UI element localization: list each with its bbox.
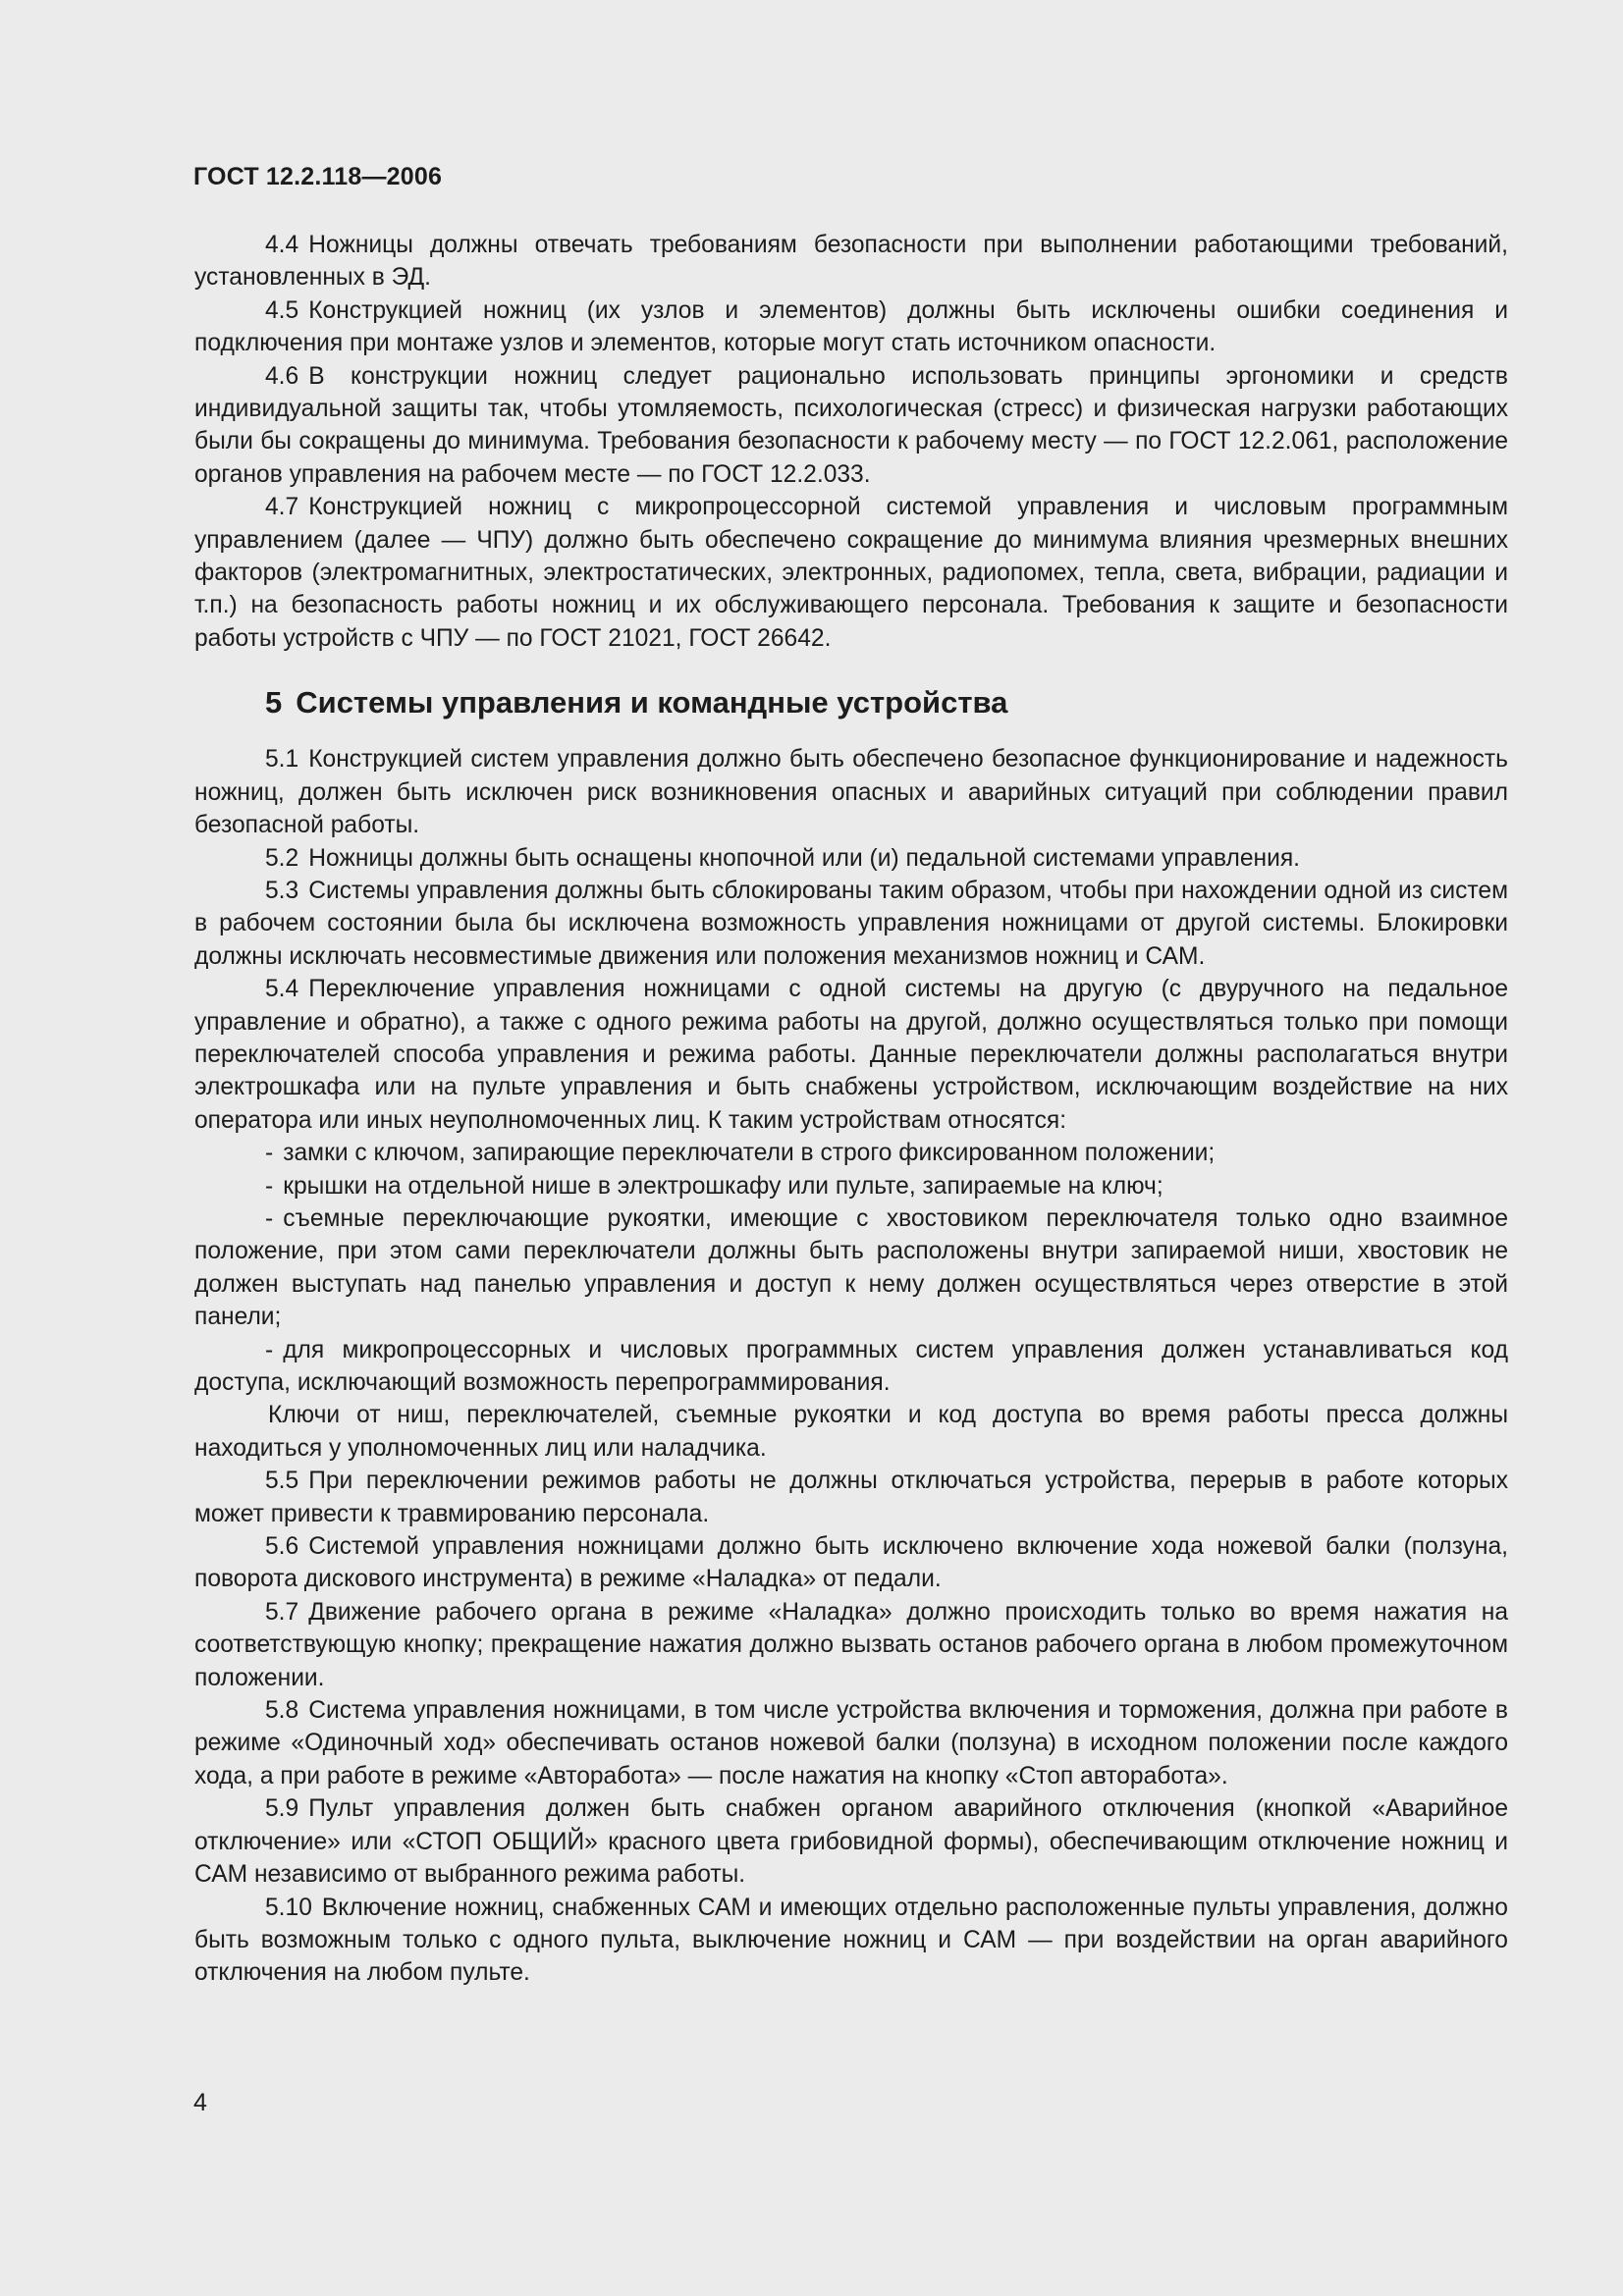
clause-5-2	[194, 842, 1508, 875]
clause-number: 4.4	[265, 232, 299, 258]
clause-number: 5.2	[265, 844, 299, 872]
clause-5-6	[194, 1530, 1508, 1596]
clause-4-7	[194, 491, 1508, 655]
clause-text: Конструкцией ножниц с микропроцессорной системой управления и числовым программным управлением (далее — ЧПУ) должно быть обеспечено сокращение до минимума влияния чрезмерных внешних факторов (электромагнитных, электростатических, электронных, радиопомех, тепла, света, вибрации, радиации и т.п.) на безопасность работы ножниц и их обслуживающего персонала. Требования к защите и безопасности работы устройств с ЧПУ — по ГОСТ 21021, ГОСТ 26642.	[194, 494, 1508, 652]
clause-text: В конструкции ножниц следует рационально использовать принципы эргономики и средств индивидуальной защиты так, чтобы утомляемость, психологическая (стресс) и физическая нагрузки работающих были бы сокращены до минимума. Требования безопасности к рабочему месту — по ГОСТ 12.2.061, расположение органов управления на рабочем месте — по ГОСТ 12.2.033.	[194, 362, 1508, 488]
clause-number: 5.5	[265, 1468, 299, 1495]
clause-number: 5.9	[265, 1795, 299, 1823]
clause-number: 5.3	[265, 877, 299, 904]
section-heading	[265, 684, 1508, 721]
clause-text: Движение рабочего органа в режиме «Наладка» должно происходить только во время нажатия на соответствующую кнопку; прекращение нажатия должно вызвать останов рабочего органа в любом промежуточном положении.	[194, 1598, 1508, 1691]
clause-5-3	[194, 875, 1508, 973]
clause-number: 4.6	[265, 362, 299, 390]
clause-5-4	[194, 973, 1508, 1137]
list-item-text: замки с ключом, запирающие переключатели в строго фиксированном положении;	[283, 1140, 1216, 1167]
clause-5-9	[194, 1792, 1508, 1891]
clause-text: Конструкцией ножниц (их узлов и элементов) должны быть исключены ошибки соединения и подключения при монтаже узлов и элементов, которые могут стать источником опасности.	[194, 296, 1508, 357]
clause-text: Включение ножниц, снабженных САМ и имеющих отдельно расположенные пульты управления, должно быть возможным только с одного пульта, выключение ножниц и САМ — при воздействии на орган аварийного отключения на любом пульте.	[194, 1894, 1508, 1987]
dash-marker: -	[265, 1204, 274, 1232]
clause-text: Системой управления ножницами должно быть исключено включение хода ножевой балки (ползуна, поворота дискового инструмента) в режиме «Наладка» от педали.	[194, 1533, 1508, 1593]
clause-text: Ножницы должны быть оснащены кнопочной или (и) педальной системами управления.	[308, 844, 1300, 872]
clause-4-6	[194, 360, 1508, 492]
standard-header: ГОСТ 12.2.118—2006	[193, 163, 443, 190]
section-number: 5	[265, 685, 283, 721]
clause-number: 5.8	[265, 1697, 299, 1725]
clause-number: 4.7	[265, 494, 299, 521]
clause-text: Системы управления должны быть сблокированы таким образом, чтобы при нахождении одной из систем в рабочем состоянии была бы исключена возможность управления ножницами от другой системы. Блокировки должны исключать несовместимые движения или положения механизмов ножниц и САМ.	[194, 877, 1508, 970]
clause-number: 5.1	[265, 746, 299, 774]
clause-5-8	[194, 1694, 1508, 1792]
clause-number: 5.7	[265, 1598, 299, 1626]
keys-note: Ключи от ниш, переключателей, съемные рукоятки и код доступа во время работы пресса должны находиться у уполномоченных лиц или наладчика.	[194, 1402, 1508, 1462]
clause-number: 5.4	[265, 976, 299, 1003]
section-title: Системы управления и командные устройства	[296, 685, 1008, 721]
clause-text: Переключение управления ножницами с одной системы на другую (с двуручного на педальное управление и обратно), а также с одного режима работы на другой, должно осуществляться только при помощи переключателей способа управления и режима работы. Данные переключатели должны располагаться внутри электрошкафа или на пульте управления и быть снабжены устройством, исключающим воздействие на них оператора или иных неуполномоченных лиц. К таким устройствам относятся:	[194, 976, 1508, 1134]
list-item	[194, 1137, 1508, 1169]
list-item	[194, 1170, 1508, 1202]
clause-5-10	[194, 1892, 1508, 1990]
list-item	[194, 1334, 1508, 1400]
list-item-text: съемные переключающие рукоятки, имеющие с хвостовиком переключателя только одно взаимное положение, при этом сами переключатели должны быть расположены внутри запираемой ниши, хвостовик не должен выступать над панелью управления и доступ к нему должен осуществляться через отверстие в этой панели;	[194, 1204, 1508, 1331]
document-body	[194, 229, 1508, 1990]
clause-text: Пульт управления должен быть снабжен органом аварийного отключения (кнопкой «Аварийное отключение» или «СТОП ОБЩИЙ» красного цвета грибовидной формы), обеспечивающим отключение ножниц и САМ независимо от выбранного режима работы.	[194, 1795, 1508, 1889]
list-item-text: крышки на отдельной нише в электрошкафу или пульте, запираемые на ключ;	[283, 1172, 1163, 1200]
clause-text: Система управления ножницами, в том числе устройства включения и торможения, должна при работе в режиме «Одиночный ход» обеспечивать останов ножевой балки (ползуна) в исходном положении после каждого хода, а при работе в режиме «Авторабота» — после нажатия на кнопку «Стоп авторабота».	[194, 1697, 1508, 1789]
clause-4-5	[194, 294, 1508, 360]
clause-4-4	[194, 229, 1508, 294]
clause-number: 5.6	[265, 1533, 299, 1561]
clause-5-1	[194, 743, 1508, 841]
list-item-text: для микропроцессорных и числовых программных систем управления должен устанавливаться код доступа, исключающий возможность перепрограммирования.	[194, 1336, 1508, 1396]
dash-marker: -	[265, 1172, 274, 1200]
dash-marker: -	[265, 1336, 274, 1363]
clause-text: Ножницы должны отвечать требованиям безопасности при выполнении работающими требований, установленных в ЭД.	[194, 232, 1508, 292]
clause-text: При переключении режимов работы не должны отключаться устройства, перерыв в работе которых может привести к травмированию персонала.	[194, 1468, 1508, 1527]
clause-5-5	[194, 1465, 1508, 1530]
clause-number: 5.10	[265, 1894, 312, 1921]
page-number: 4	[193, 2089, 207, 2116]
dash-marker: -	[265, 1140, 274, 1167]
list-item	[194, 1202, 1508, 1334]
clause-number: 4.5	[265, 296, 299, 324]
clause-text: Конструкцией систем управления должно быть обеспечено безопасное функционирование и надежность ножниц, должен быть исключен риск возникновения опасных и аварийных ситуаций при соблюдении правил безопасной работы.	[194, 746, 1508, 839]
clause-5-7	[194, 1596, 1508, 1694]
